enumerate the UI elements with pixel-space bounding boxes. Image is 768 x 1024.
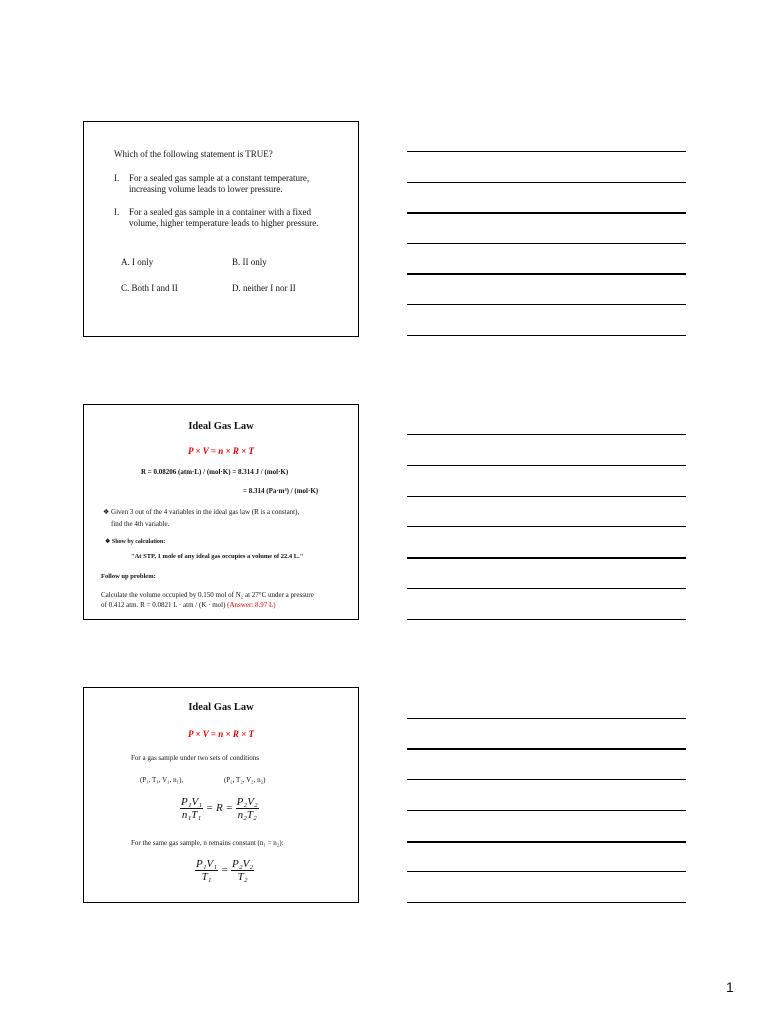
rhs-numerator: P₂V₂ — [236, 796, 258, 808]
slide-3 — [83, 687, 359, 903]
ideal-gas-equation: P × V = n × R × T — [187, 446, 255, 456]
statement-2-number: I. — [114, 207, 120, 217]
notes-line — [407, 588, 686, 589]
r-constant-line-1: R = 0.08206 (atm·L) / (mol·K) = 8.314 J / (mol·K) — [141, 468, 289, 476]
notes-line — [407, 810, 686, 811]
notes-line — [407, 871, 686, 872]
statement-1-number: I. — [114, 173, 120, 183]
lhs-fraction — [195, 858, 218, 883]
equals-r: = R = — [205, 802, 233, 815]
bullet-given-line-1: ❖ Given 3 out of the 4 variables in the ideal gas law (R is a constant), — [103, 508, 300, 516]
notes-line — [407, 335, 686, 336]
notes-line — [407, 465, 686, 466]
notes-line — [407, 243, 686, 244]
lhs-fraction — [180, 796, 203, 821]
notes-line — [407, 902, 686, 903]
choice-b: B. II only — [232, 257, 267, 267]
equals-sign: = — [220, 864, 229, 877]
problem-line-2-wrap — [101, 601, 276, 609]
lhs-numerator: P₁V₁ — [196, 858, 218, 870]
notes-line — [407, 619, 686, 620]
slide-title: Ideal Gas Law — [188, 702, 254, 713]
notes-line — [407, 182, 686, 183]
condition-set-2: (P₂, T₂, V₂, n₂) — [224, 776, 266, 784]
notes-line — [407, 434, 686, 435]
constant-n-equation — [195, 858, 254, 883]
notes-line — [407, 718, 686, 719]
notes-line — [407, 496, 686, 497]
rhs-numerator: P₂V₂ — [232, 858, 254, 870]
rhs-denominator: T₂ — [237, 871, 248, 883]
lhs-denominator: n₁T₁ — [181, 809, 202, 821]
lhs-numerator: P₁V₁ — [181, 796, 203, 808]
two-conditions-intro: For a gas sample under two sets of conditions — [131, 754, 259, 762]
page-number: 1 — [726, 979, 734, 995]
same-sample-note: For the same gas sample, n remains constant (n₁ = n₂): — [131, 839, 284, 847]
rhs-fraction — [231, 858, 254, 883]
stp-quote: "At STP, 1 mole of any ideal gas occupies a volume of 22.4 L." — [131, 553, 304, 560]
answer-text: (Answer: 8.97 L) — [227, 601, 276, 609]
notes-line — [407, 273, 686, 275]
choice-c: C. Both I and II — [121, 283, 178, 293]
notes-line — [407, 557, 686, 559]
rhs-denominator: n₂T₂ — [237, 809, 257, 821]
bullet-given-line-2: find the 4th variable. — [111, 520, 170, 528]
problem-line-2: of 0.412 atm. R = 0.0821 L · atm / (K · mol) — [101, 601, 226, 609]
notes-line — [407, 748, 686, 750]
question-text: Which of the following statement is TRUE? — [114, 149, 273, 159]
notes-line — [407, 841, 686, 843]
bullet-show-calculation: ❖ Show by calculation: — [105, 539, 166, 545]
statement-1-line-1: For a sealed gas sample at a constant temperature, — [129, 173, 310, 183]
combined-gas-equation — [180, 796, 259, 821]
condition-set-1: (P₁, T₁, V₁, n₁), — [140, 776, 184, 784]
choice-d: D. neither I nor II — [232, 283, 296, 293]
notes-line — [407, 526, 686, 527]
statement-2-line-1: For a sealed gas sample in a container with a fixed — [129, 207, 311, 217]
problem-line-1: Calculate the volume occupied by 0.150 mol of N₂ at 27°C under a pressure — [101, 591, 314, 599]
slide-1 — [83, 121, 359, 337]
notes-line — [407, 779, 686, 780]
slide-2 — [83, 404, 359, 620]
notes-line — [407, 212, 686, 214]
statement-1-line-2: increasing volume leads to lower pressure. — [129, 184, 283, 194]
slide-title: Ideal Gas Law — [188, 421, 254, 432]
notes-line — [407, 151, 686, 152]
lhs-denominator: T₁ — [201, 871, 212, 883]
choice-a: A. I only — [121, 257, 154, 267]
notes-line — [407, 304, 686, 305]
ideal-gas-equation: P × V = n × R × T — [187, 729, 255, 739]
statement-2-line-2: volume, higher temperature leads to higher pressure. — [129, 218, 319, 228]
rhs-fraction — [236, 796, 259, 821]
follow-up-label: Follow up problem: — [101, 573, 156, 580]
r-constant-line-2: = 8.314 (Pa·m³) / (mol·K) — [243, 487, 319, 495]
